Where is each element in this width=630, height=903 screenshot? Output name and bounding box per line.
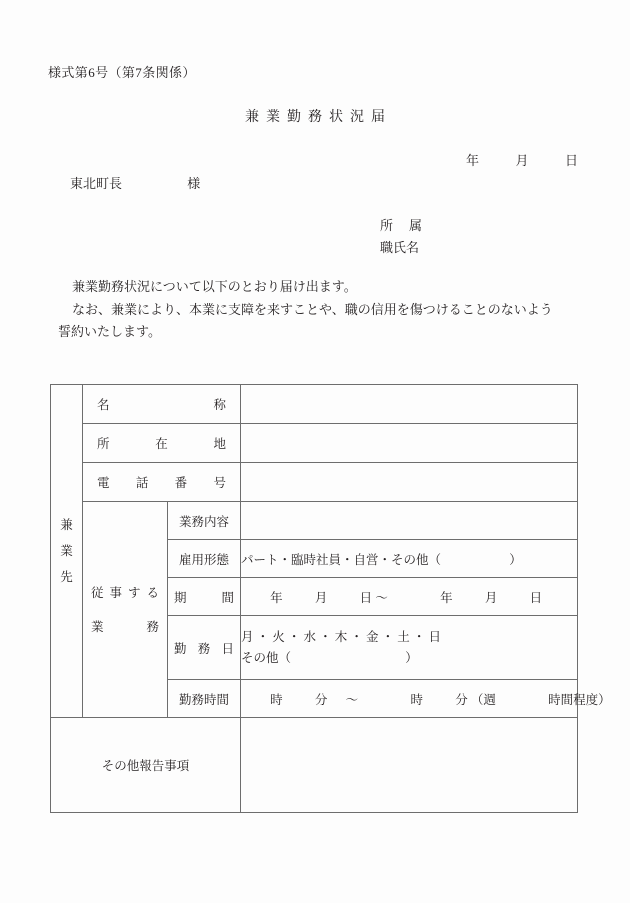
label-employment-type: 雇用形態 <box>168 540 241 578</box>
label-work-hours: 勤務時間 <box>168 680 241 718</box>
work-hours-tilde: 〜 <box>345 692 359 707</box>
label-other-notes: その他報告事項 <box>51 718 241 813</box>
vertical-char-2: 業 <box>60 544 73 558</box>
field-other-notes-value[interactable] <box>241 718 578 813</box>
label-duty-content: 業務内容 <box>168 502 241 540</box>
addressee-honorific: 様 <box>187 176 201 191</box>
body-text <box>58 276 586 344</box>
date-year-label: 年 <box>465 153 479 168</box>
field-work-days-value[interactable] <box>241 616 578 680</box>
page-title: 兼業勤務状況届 <box>245 110 392 125</box>
table-row-other-notes <box>51 718 578 813</box>
vertical-label-kengyosaki <box>51 385 83 718</box>
period-day-2: 日 <box>529 590 543 605</box>
field-period-value[interactable] <box>241 578 578 616</box>
field-employment-type-value[interactable] <box>241 540 578 578</box>
period-year-2: 年 <box>440 590 453 605</box>
work-hours-hour-2: 時 <box>410 692 423 707</box>
work-days-other-open: その他（ <box>241 650 292 665</box>
field-phone-value[interactable] <box>241 463 578 502</box>
employment-type-paren-close: ） <box>509 552 522 567</box>
table-row-duty-content <box>51 502 578 540</box>
label-work-days: 勤務日 <box>168 616 241 680</box>
name-title-label: 職氏名 <box>380 240 420 255</box>
employment-type-options: パート・臨時社員・自営・その他（ <box>241 552 442 567</box>
label-work-group <box>83 502 168 718</box>
period-month-1: 月 <box>314 590 328 605</box>
affiliation-label: 所属 <box>380 218 422 233</box>
table-row-phone <box>51 463 578 502</box>
work-hours-minute-2: 分 <box>455 692 468 707</box>
label-period: 期間 <box>168 578 241 616</box>
date-line <box>466 150 578 169</box>
body-line-1: 兼業勤務状況について以下のとおり届け出ます。 <box>72 279 357 294</box>
work-hours-minute-1: 分 <box>314 692 328 707</box>
vertical-char-3: 先 <box>60 570 73 584</box>
date-day-label: 日 <box>564 153 578 168</box>
label-address: 所在地 <box>83 424 241 463</box>
period-year-1: 年 <box>270 590 283 605</box>
date-month-label: 月 <box>515 153 529 168</box>
field-work-hours-value[interactable] <box>241 680 611 718</box>
work-days-other-close: ） <box>405 650 418 665</box>
table-row-address <box>51 424 578 463</box>
label-work-group-line1: 従事する <box>91 585 159 600</box>
field-duty-content-value[interactable] <box>241 502 578 540</box>
field-address-value[interactable] <box>241 424 578 463</box>
table-row-name <box>51 385 578 424</box>
body-line-2: なお、兼業により、本業に支障を来すことや、職の信用を傷つけることのないよう <box>72 301 553 317</box>
work-hours-weekly-close: 時間程度） <box>548 692 611 707</box>
vertical-char-1: 兼 <box>60 518 73 532</box>
label-work-group-line2: 業務 <box>91 619 159 634</box>
work-hours-hour-1: 時 <box>270 692 283 707</box>
label-name: 名称 <box>83 385 241 424</box>
body-line-3: 誓約いたします。 <box>58 324 161 339</box>
work-details-table <box>50 384 611 813</box>
period-tilde: 〜 <box>375 590 388 605</box>
addressee <box>70 173 200 192</box>
period-day-1: 日 <box>359 590 373 605</box>
work-hours-weekly-open: （週 <box>470 692 496 707</box>
period-month-2: 月 <box>484 590 498 605</box>
form-number: 様式第6号（第7条関係） <box>48 65 196 80</box>
field-name-value[interactable] <box>241 385 578 424</box>
label-phone: 電話番号 <box>83 463 241 502</box>
work-days-options: 月 ・ 火 ・ 水 ・ 木 ・ 金 ・ 土 ・ 日 <box>241 629 442 644</box>
affiliation-block <box>380 215 422 259</box>
addressee-name: 東北町長 <box>70 176 123 191</box>
